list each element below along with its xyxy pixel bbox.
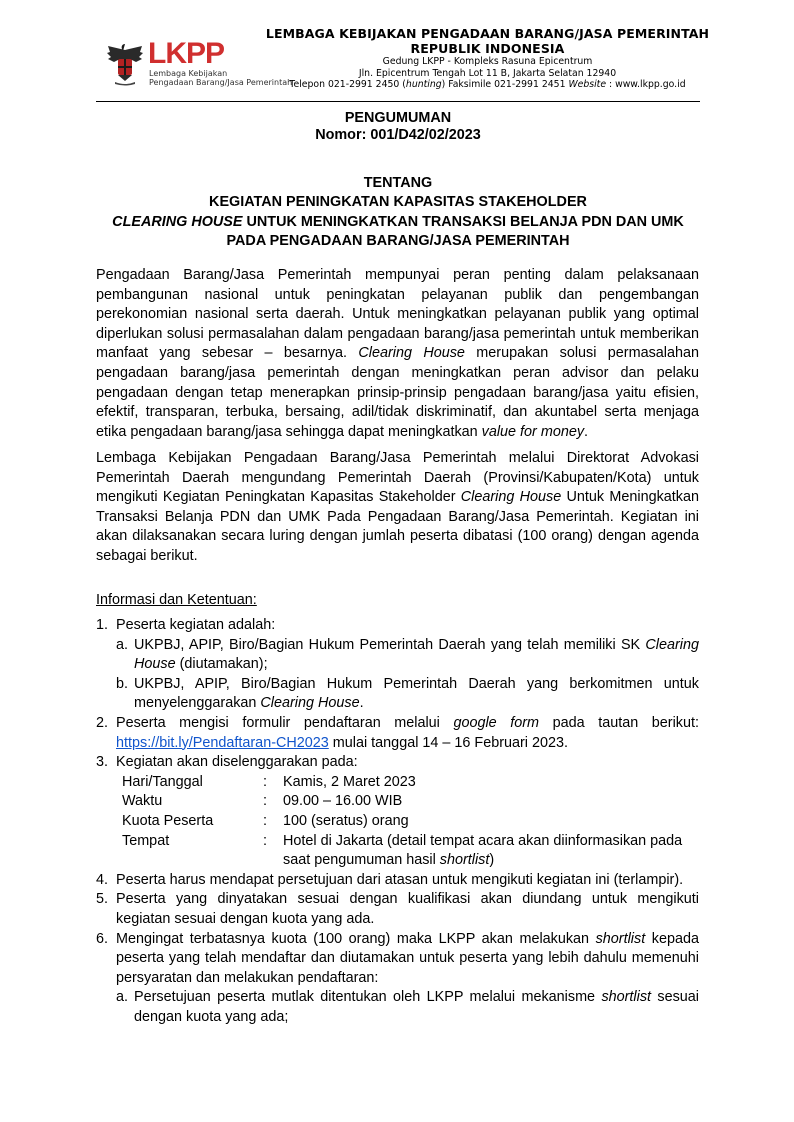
logo-subtitle-line-1: Lembaga Kebijakan — [149, 69, 228, 78]
google-form-text: google form — [453, 714, 540, 731]
p2-text-a: Lembaga Kebijakan Pengadaan Barang/Jasa Pemerintah melalui Direktorat Advokasi Pemerintah Daerah mengundang Pemerintah Daerah (Provinsi/Kabupaten/Kota) untuk mengikuti Kegiatan Peningkatan Kapasitas Stakeholder — [96, 450, 699, 506]
sub-item-letter: a. — [116, 636, 129, 653]
item-number: 3. — [96, 754, 109, 771]
schedule-value — [283, 832, 699, 871]
sub-item-text: Persetujuan peserta mutlak ditentukan oleh LKPP melalui mekanisme — [134, 989, 602, 1006]
list-item — [96, 616, 699, 636]
sub-item-text: UKPBJ, APIP, Biro/Bagian Hukum Pemerintah Daerah yang berkomitmen untuk menyelenggarakan — [134, 675, 699, 712]
item-text-2: kepada peserta yang telah mendaftar dan diutamakan untuk peserta yang lebih dahulu memenuhi persyaratan dan melakukan pendaftaran: — [116, 930, 699, 986]
logo-wordmark: LKPP — [148, 37, 225, 70]
item-number: 6. — [96, 930, 109, 947]
schedule-colon: : — [263, 832, 267, 849]
schedule-label: Kuota Peserta — [122, 812, 214, 829]
subject-line-1: KEGIATAN PENINGKATAN KAPASITAS STAKEHOLDER — [209, 194, 587, 210]
subject-line-2 — [96, 213, 700, 233]
schedule-row-place — [122, 832, 699, 871]
about-heading: TENTANG — [363, 175, 433, 191]
schedule-label: Waktu — [122, 793, 163, 810]
announcement-number: Nomor: 001/D42/02/2023 — [315, 127, 481, 143]
subject-clearing-house: CLEARING HOUSE — [112, 213, 243, 230]
fax-text: ) Faksimile 021-2991 2451 — [441, 79, 569, 90]
item-number: 5. — [96, 891, 109, 908]
info-heading: Informasi dan Ketentuan: — [96, 592, 257, 608]
schedule-row-quota — [122, 812, 699, 832]
website-value: : www.lkpp.go.id — [606, 79, 686, 90]
lkpp-logo — [104, 37, 293, 90]
schedule-row-time — [122, 792, 699, 812]
sub-item-rest: . — [359, 695, 364, 712]
event-schedule — [96, 773, 699, 871]
schedule-value: 09.00 – 16.00 WIB — [283, 793, 403, 810]
item-text: Peserta mengisi formulir pendaftaran melalui — [116, 714, 454, 731]
org-country: REPUBLIK INDONESIA — [410, 41, 565, 56]
item-text: Mengingat terbatasnya kuota (100 orang) maka LKPP akan melakukan — [116, 930, 596, 947]
p2-text-c: Untuk Meningkatkan Transaksi Belanja PDN dan UMK Pada Pengadaan Barang/Jasa Pemerintah. Kegiatan ini akan dilaksanakan secara luring dengan jumlah peserta dibatasi (100 orang) dengan agenda sebagai berikut. — [96, 489, 699, 564]
registration-link[interactable]: https://bit.ly/Pendaftaran-CH2023 — [116, 734, 329, 751]
item-text: Peserta kegiatan adalah: — [116, 617, 276, 633]
sub-item-letter: b. — [116, 675, 129, 692]
item-text: Peserta harus mendapat persetujuan dari atasan untuk mengikuti kegiatan ini (terlampir). — [116, 871, 684, 888]
place-shortlist: shortlist — [439, 852, 490, 869]
sub-item-italic: Clearing House — [134, 636, 699, 673]
item-shortlist: shortlist — [595, 930, 646, 947]
address-line-1: Gedung LKPP - Kompleks Rasuna Epicentrum — [382, 56, 593, 67]
sub-item — [96, 675, 699, 714]
sub-item-rest: (diutamakan); — [175, 656, 268, 673]
letterhead-divider — [96, 101, 700, 102]
website-label: Website — [568, 79, 607, 90]
schedule-colon: : — [263, 812, 267, 829]
sub-item-italic: shortlist — [601, 989, 652, 1006]
p1-clearing-house: Clearing House — [358, 345, 465, 362]
p1-text-a: Pengadaan Barang/Jasa Pemerintah mempunyai peran penting dalam pelaksanaan pembangunan nasional untuk peningkatan pelayanan publik dan pengembangan perekonomian nasional serta daerah. Untuk meningkatkan pelayanan publik yang optimal diperlukan solusi permasalahan dalam pengadaan barang/jasa pemerintah untuk memberikan manfaat yang sebesar – besarnya. — [96, 267, 699, 362]
logo-subtitle-line-2: Pengadaan Barang/Jasa Pemerintah — [149, 78, 293, 87]
letterhead-text — [265, 26, 710, 91]
list-item — [96, 871, 699, 891]
list-item — [96, 753, 699, 773]
org-name: LEMBAGA KEBIJAKAN PENGADAAN BARANG/JASA PEMERINTAH — [265, 26, 710, 41]
p1-value-for-money: value for money — [481, 423, 585, 440]
sub-item — [96, 636, 699, 675]
schedule-value: Kamis, 2 Maret 2023 — [283, 773, 416, 790]
paragraph-invitation — [96, 449, 699, 567]
item-text-2: pada tautan berikut: — [539, 714, 699, 731]
schedule-label: Tempat — [122, 832, 170, 849]
list-item — [96, 930, 699, 989]
schedule-row-date — [122, 773, 699, 793]
subject-line-3: PADA PENGADAAN BARANG/JASA PEMERINTAH — [226, 233, 570, 249]
address-line-2: Jln. Epicentrum Tengah Lot 11 B, Jakarta Selatan 12940 — [358, 67, 617, 79]
schedule-colon: : — [263, 793, 267, 810]
sub-item-text: UKPBJ, APIP, Biro/Bagian Hukum Pemerintah Daerah yang telah memiliki SK — [134, 636, 646, 653]
phone-text: Telepon 021-2991 2450 ( — [289, 79, 406, 90]
item-text: Peserta yang dinyatakan sesuai dengan kualifikasi akan diundang untuk mengikuti kegiatan sesuai dengan kuota yang ada. — [116, 891, 699, 927]
announcement-heading: PENGUMUMAN — [344, 110, 452, 126]
announcement-subject — [96, 193, 700, 252]
item-number: 2. — [96, 714, 109, 731]
p1-text-c: merupakan solusi permasalahan pengadaan barang/jasa pemerintah dengan meningkatkan peran advisor dan pelaku pengadaan dengan tetap menerapkan prinsip-prinsip pengadaan barang/jasa yaitu efisien, efektif, transparan, terbuka, bersaing, adil/tidak diskriminatif, dan akuntabel serta menjaga etika pengadaan barang/jasa sehingga dapat meningkatkan — [96, 345, 699, 440]
item-number: 1. — [96, 617, 109, 633]
sub-item — [96, 988, 699, 1027]
sub-item-letter: a. — [116, 989, 129, 1006]
garuda-emblem-icon — [104, 40, 146, 86]
announcement-title — [96, 110, 700, 144]
sub-item-rest: sesuai dengan kuota yang ada; — [134, 989, 699, 1025]
place-end: ) — [489, 852, 495, 869]
provisions-list — [96, 616, 699, 1027]
schedule-colon: : — [263, 773, 267, 790]
subject-line-2-rest: UNTUK MENINGKATKAN TRANSAKSI BELANJA PDN DAN UMK — [242, 213, 684, 230]
item-number: 4. — [96, 871, 109, 888]
list-item — [96, 890, 699, 929]
place-text: Hotel di Jakarta (detail tempat acara akan diinformasikan pada saat pengumuman hasil — [283, 832, 683, 869]
schedule-label: Hari/Tanggal — [122, 773, 203, 790]
p1-text-e: . — [584, 423, 589, 440]
schedule-value: 100 (seratus) orang — [283, 812, 409, 829]
paragraph-intro — [96, 266, 699, 442]
list-item — [96, 714, 699, 753]
item-text-3: mulai tanggal 14 – 16 Februari 2023. — [328, 734, 568, 751]
contact-line — [265, 79, 710, 91]
sub-item-italic: Clearing House — [260, 695, 360, 712]
phone-hunting: hunting — [405, 79, 442, 90]
item-text: Kegiatan akan diselenggarakan pada: — [116, 754, 358, 771]
p2-clearing-house: Clearing House — [460, 489, 562, 506]
